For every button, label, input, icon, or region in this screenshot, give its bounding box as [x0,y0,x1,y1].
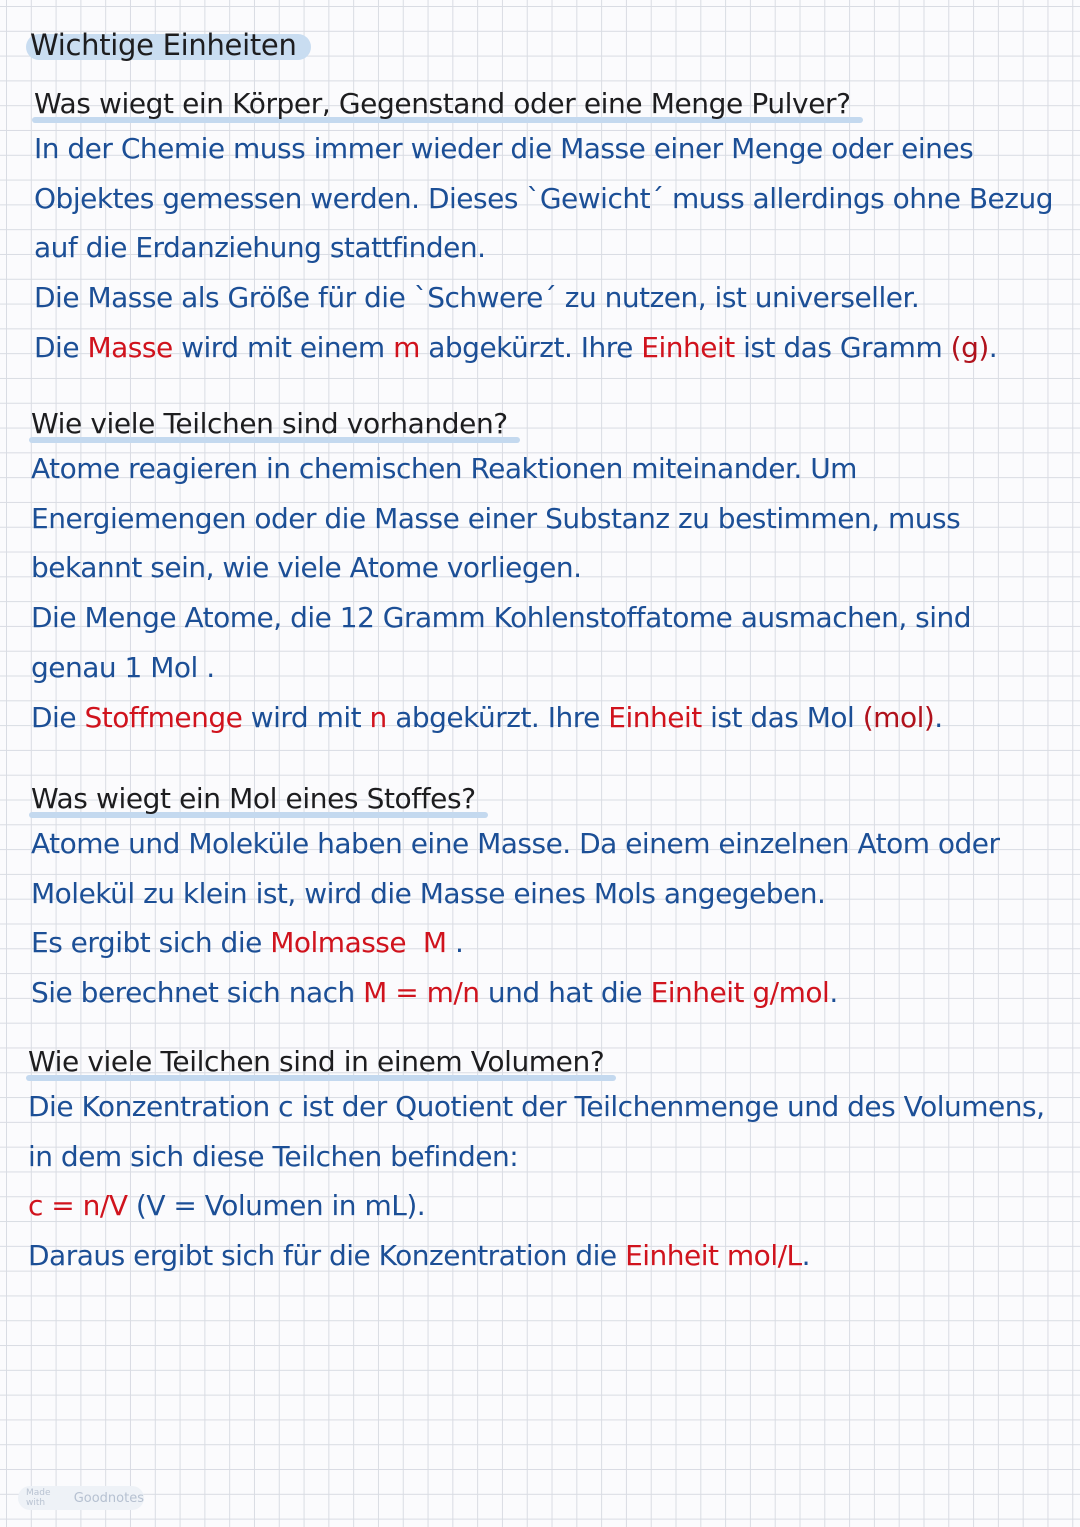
section-heading: Was wiegt ein Körper, Gegenstand oder eine Menge Pulver? [34,84,859,124]
text-span: wird mit einem [172,330,394,364]
highlight-unit: (mol) [862,700,935,734]
molmasse-line [31,918,1080,968]
section-concentration [28,1042,1080,1281]
section-heading: Wie viele Teilchen sind in einem Volumen? [28,1042,612,1082]
highlight-unit-label: Einheit [608,700,702,734]
highlight-unit: Einheit g/mol [650,976,830,1010]
highlight-unit-label: Einheit [641,330,735,364]
text-span: ist das Gramm [734,330,951,364]
text-span: (V = Volumen in mL). [127,1189,426,1223]
highlight-symbol: m [393,330,420,364]
body-line: Die Konzentration c ist der Quotient der Teilchenmenge und des Volumens, [28,1090,1045,1123]
amount-unit-line [31,693,1080,743]
section-heading: Was wiegt ein Mol eines Stoffes? [31,779,484,819]
body-line: In der Chemie muss immer wieder die Masse einer Menge oder eines [34,132,974,165]
section-heading: Wie viele Teilchen sind vorhanden? [31,404,516,444]
text-span: und hat die [479,976,651,1010]
text-span: Die [34,330,88,364]
highlight-term: Molmasse M [270,926,447,960]
highlight-term: Stoffmenge [84,700,243,734]
section-molar-mass [31,779,1080,1018]
page-title: Wichtige Einheiten [30,26,305,64]
section-amount [31,404,1080,742]
body-line: Die Masse als Größe für die `Schwere´ zu nutzen, ist universeller. [34,281,920,315]
body-line: auf die Erdanziehung stattfinden. [34,231,486,265]
text-span: . [801,1239,811,1273]
concentration-unit-line [28,1231,1080,1281]
goodnotes-watermark [18,1486,144,1510]
body-line: genau 1 Mol . [31,650,215,684]
watermark-brand: Goodnotes [73,1490,144,1506]
highlight-term: Masse [87,330,173,364]
body-line: bekannt sein, wie viele Atome vorliegen. [31,551,582,585]
body-line: Molekül zu klein ist, wird die Masse eines Mols angegeben. [31,876,826,910]
body-line: Objektes gemessen werden. Dieses `Gewicht´ muss allerdings ohne Bezug [34,181,1053,215]
body-line: in dem sich diese Teilchen befinden: [28,1139,519,1173]
highlight-formula: c = n/V [28,1189,128,1223]
text-span: . [446,926,464,960]
text-span: Es ergibt sich die [31,926,271,960]
highlight-formula: M = m/n [363,976,480,1010]
text-span: . [934,700,943,734]
text-span: wird mit [242,700,370,734]
body-line: Die Menge Atome, die 12 Gramm Kohlenstoffatome ausmachen, sind [31,601,972,635]
molar-mass-formula-line [31,968,1080,1018]
concentration-formula-line [28,1181,1080,1231]
body-line: Atome und Moleküle haben eine Masse. Da einem einzelnen Atom oder [31,827,1000,860]
watermark-prefix: Made with [26,1488,51,1508]
text-span: . [988,330,998,364]
text-span: ist das Mol [701,700,863,734]
text-span: Sie berechnet sich nach [31,976,364,1010]
body-line: Atome reagieren in chemischen Reaktionen miteinander. Um [31,452,857,485]
text-span: . [829,976,838,1010]
text-span: abgekürzt. Ihre [419,330,642,364]
mass-unit-line [34,323,1080,373]
highlight-symbol: n [369,700,387,734]
highlight-unit: (g) [950,330,989,364]
body-line: Energiemengen oder die Masse einer Substanz zu bestimmen, muss [31,501,961,535]
section-mass [34,84,1080,373]
text-span: abgekürzt. Ihre [386,700,609,734]
text-span: Die [31,700,85,734]
highlight-unit: Einheit mol/L [625,1239,802,1273]
text-span: Daraus ergibt sich für die Konzentration die [28,1239,626,1273]
